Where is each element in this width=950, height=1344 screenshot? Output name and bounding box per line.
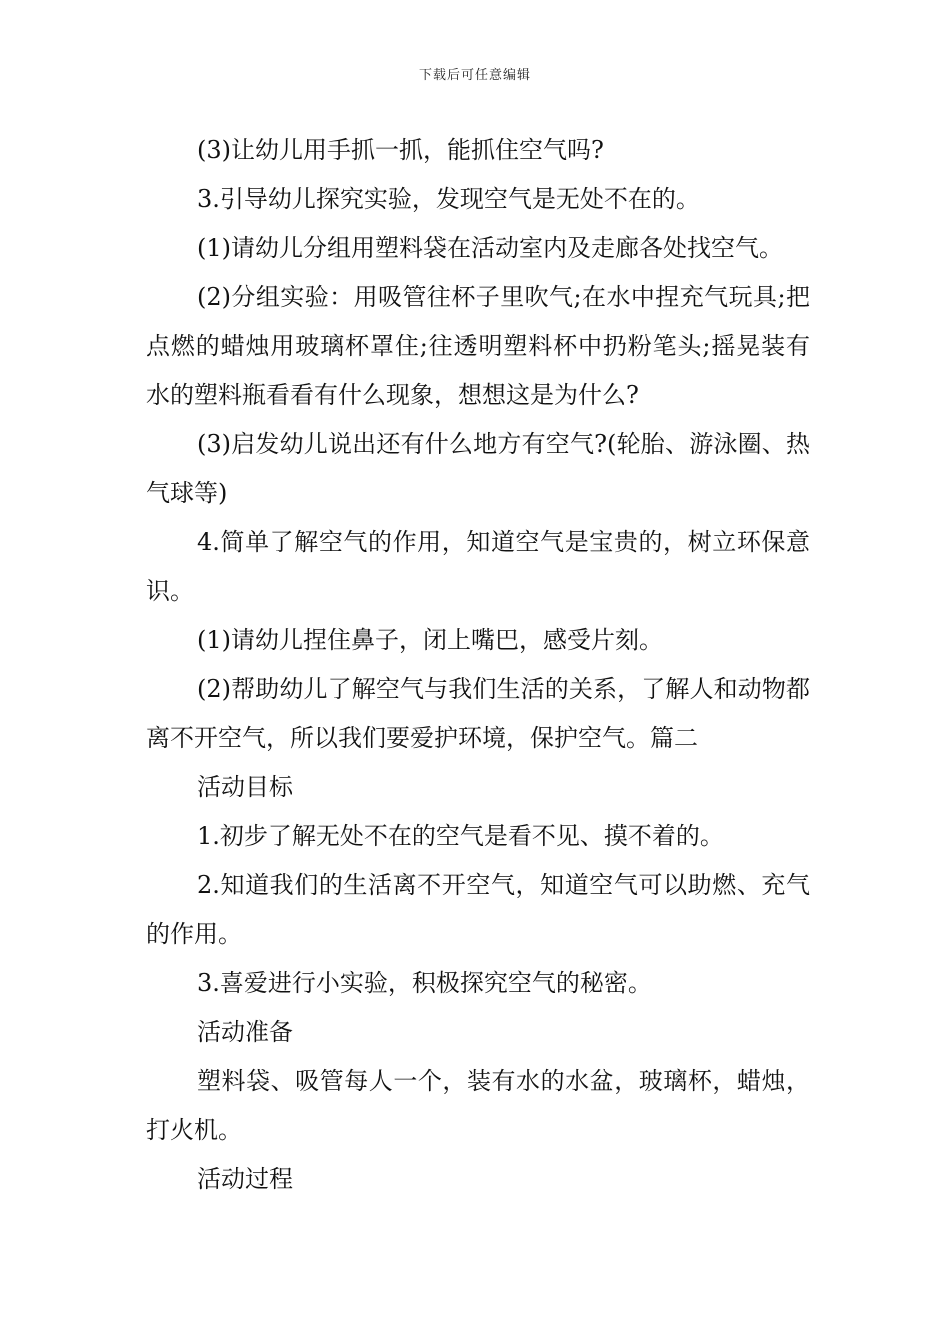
paragraph: (3)让幼儿用手抓一抓，能抓住空气吗? <box>197 136 604 164</box>
section-heading: 活动过程 <box>197 1165 293 1193</box>
paragraph: 1.初步了解无处不在的空气是看不见、摸不着的。 <box>197 822 724 850</box>
section-heading: 活动目标 <box>197 773 293 801</box>
page-header: 下载后可任意编辑 <box>418 68 531 83</box>
paragraph: 塑料袋、吸管每人一个，装有水的水盆，玻璃杯，蜡烛，打火机。 <box>146 1067 810 1144</box>
document-body <box>146 126 810 1204</box>
paragraph: (1)请幼儿分组用塑料袋在活动室内及走廊各处找空气。 <box>197 234 783 262</box>
paragraph: 4.简单了解空气的作用，知道空气是宝贵的，树立环保意识。 <box>146 528 810 605</box>
paragraph: 2.知道我们的生活离不开空气，知道空气可以助燃、充气的作用。 <box>146 871 810 948</box>
paragraph: 3.喜爱进行小实验，积极探究空气的秘密。 <box>197 969 652 997</box>
paragraph: (3)启发幼儿说出还有什么地方有空气?(轮胎、游泳圈、热气球等) <box>146 430 810 507</box>
paragraph: (2)帮助幼儿了解空气与我们生活的关系，了解人和动物都离不开空气，所以我们要爱护环境，保护空气。篇二 <box>146 675 810 752</box>
paragraph: 3.引导幼儿探究实验，发现空气是无处不在的。 <box>197 185 700 213</box>
paragraph: (2)分组实验：用吸管往杯子里吹气;在水中捏充气玩具;把点燃的蜡烛用玻璃杯罩住;往透明塑料杯中扔粉笔头;摇晃装有水的塑料瓶看看有什么现象，想想这是为什么? <box>146 283 810 409</box>
paragraph: (1)请幼儿捏住鼻子，闭上嘴巴，感受片刻。 <box>197 626 663 654</box>
section-heading: 活动准备 <box>197 1018 293 1046</box>
